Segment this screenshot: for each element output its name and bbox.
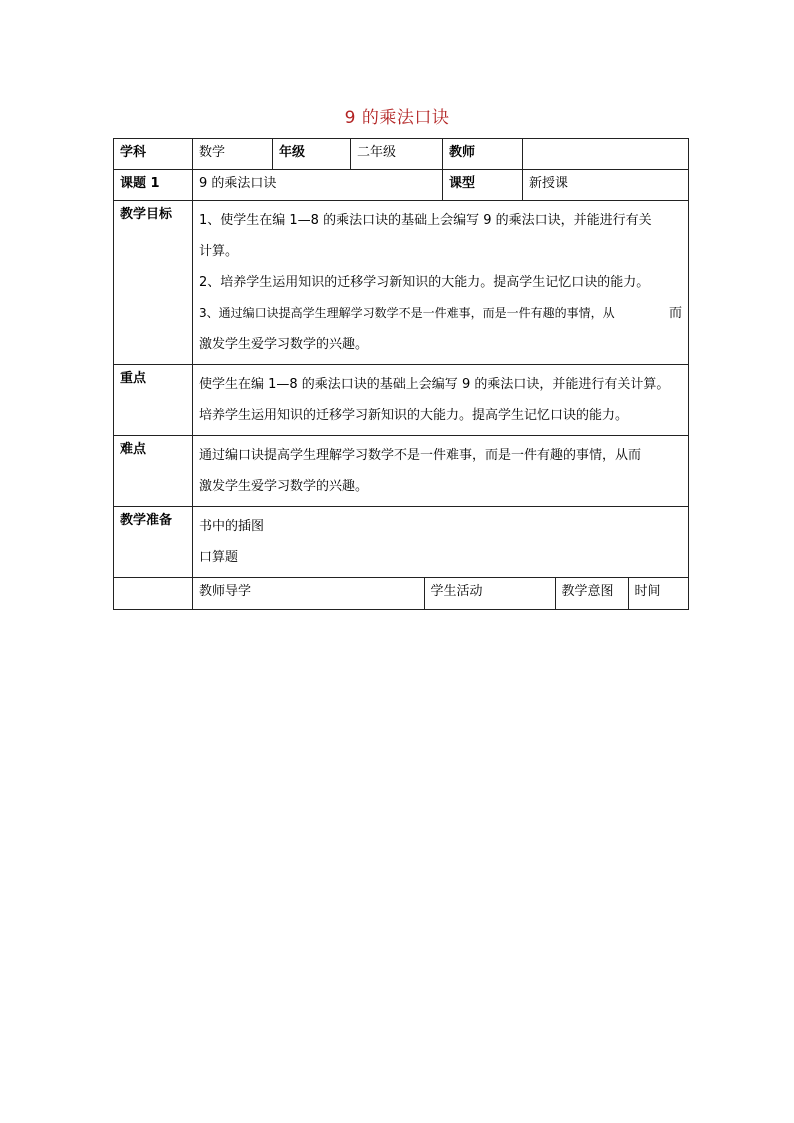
preparation-1: 书中的插图 [199,519,265,534]
objective-3-cont: 激发学生爱学习数学的兴趣。 [199,337,369,352]
student-activity-header: 学生活动 [424,578,555,609]
process-header-cell [193,578,689,610]
key-point-1: 使学生在编 1—8 的乘法口诀的基础上会编写 9 的乘法口诀，并能进行有关计算。 [199,377,670,392]
difficulties-content [193,436,689,507]
difficulties-label: 难点 [114,436,193,507]
grade-value: 二年级 [351,139,443,170]
table-row-preparation [114,507,689,578]
preparation-label: 教学准备 [114,507,193,578]
objective-1-cont: 计算。 [199,244,239,259]
intent-header: 教学意图 [555,578,628,609]
objective-2: 2、培养学生运用知识的迁移学习新知识的大能力。提高学生记忆口诀的能力。 [199,275,650,290]
type-label: 课型 [443,170,523,201]
subject-label: 学科 [114,139,193,170]
subject-value: 数学 [193,139,273,170]
teacher-label: 教师 [443,139,523,170]
type-value: 新授课 [523,170,689,201]
process-header-table [193,578,689,609]
table-row-subject [114,139,689,170]
objective-3 [199,298,682,329]
objectives-label: 教学目标 [114,201,193,365]
table-row-key-points [114,365,689,436]
lesson-plan-table [113,138,689,610]
key-points-label: 重点 [114,365,193,436]
preparation-content [193,507,689,578]
time-header: 时间 [634,584,661,599]
table-row-objectives [114,201,689,365]
difficulty-1: 通过编口诀提高学生理解学习数学不是一件难事，而是一件有趣的事情，从而 [199,448,642,463]
table-row-topic [114,170,689,201]
teacher-value [523,139,689,170]
key-point-2: 培养学生运用知识的迁移学习新知识的大能力。提高学生记忆口诀的能力。 [199,408,629,423]
objective-3-tail: 而 [668,306,682,321]
page-title: 9 的乘法口诀 [344,108,450,128]
topic-label: 课题 1 [114,170,193,201]
teacher-guide-header: 教师导学 [193,578,424,609]
table-row-process-header [114,578,689,610]
objective-1: 1、使学生在编 1—8 的乘法口诀的基础上会编写 9 的乘法口诀，并能进行有关 [199,213,652,228]
grade-label: 年级 [273,139,351,170]
table-row-difficulties [114,436,689,507]
process-empty-cell [114,578,193,610]
topic-value: 9 的乘法口诀 [193,170,443,201]
objective-3-text: 3、通过编口诀提高学生理解学习数学不是一件难事，而是一件有趣的事情，从 [199,306,615,320]
difficulty-2: 激发学生爱学习数学的兴趣。 [199,479,369,494]
key-points-content [193,365,689,436]
objectives-content [193,201,689,365]
preparation-2: 口算题 [199,550,239,565]
